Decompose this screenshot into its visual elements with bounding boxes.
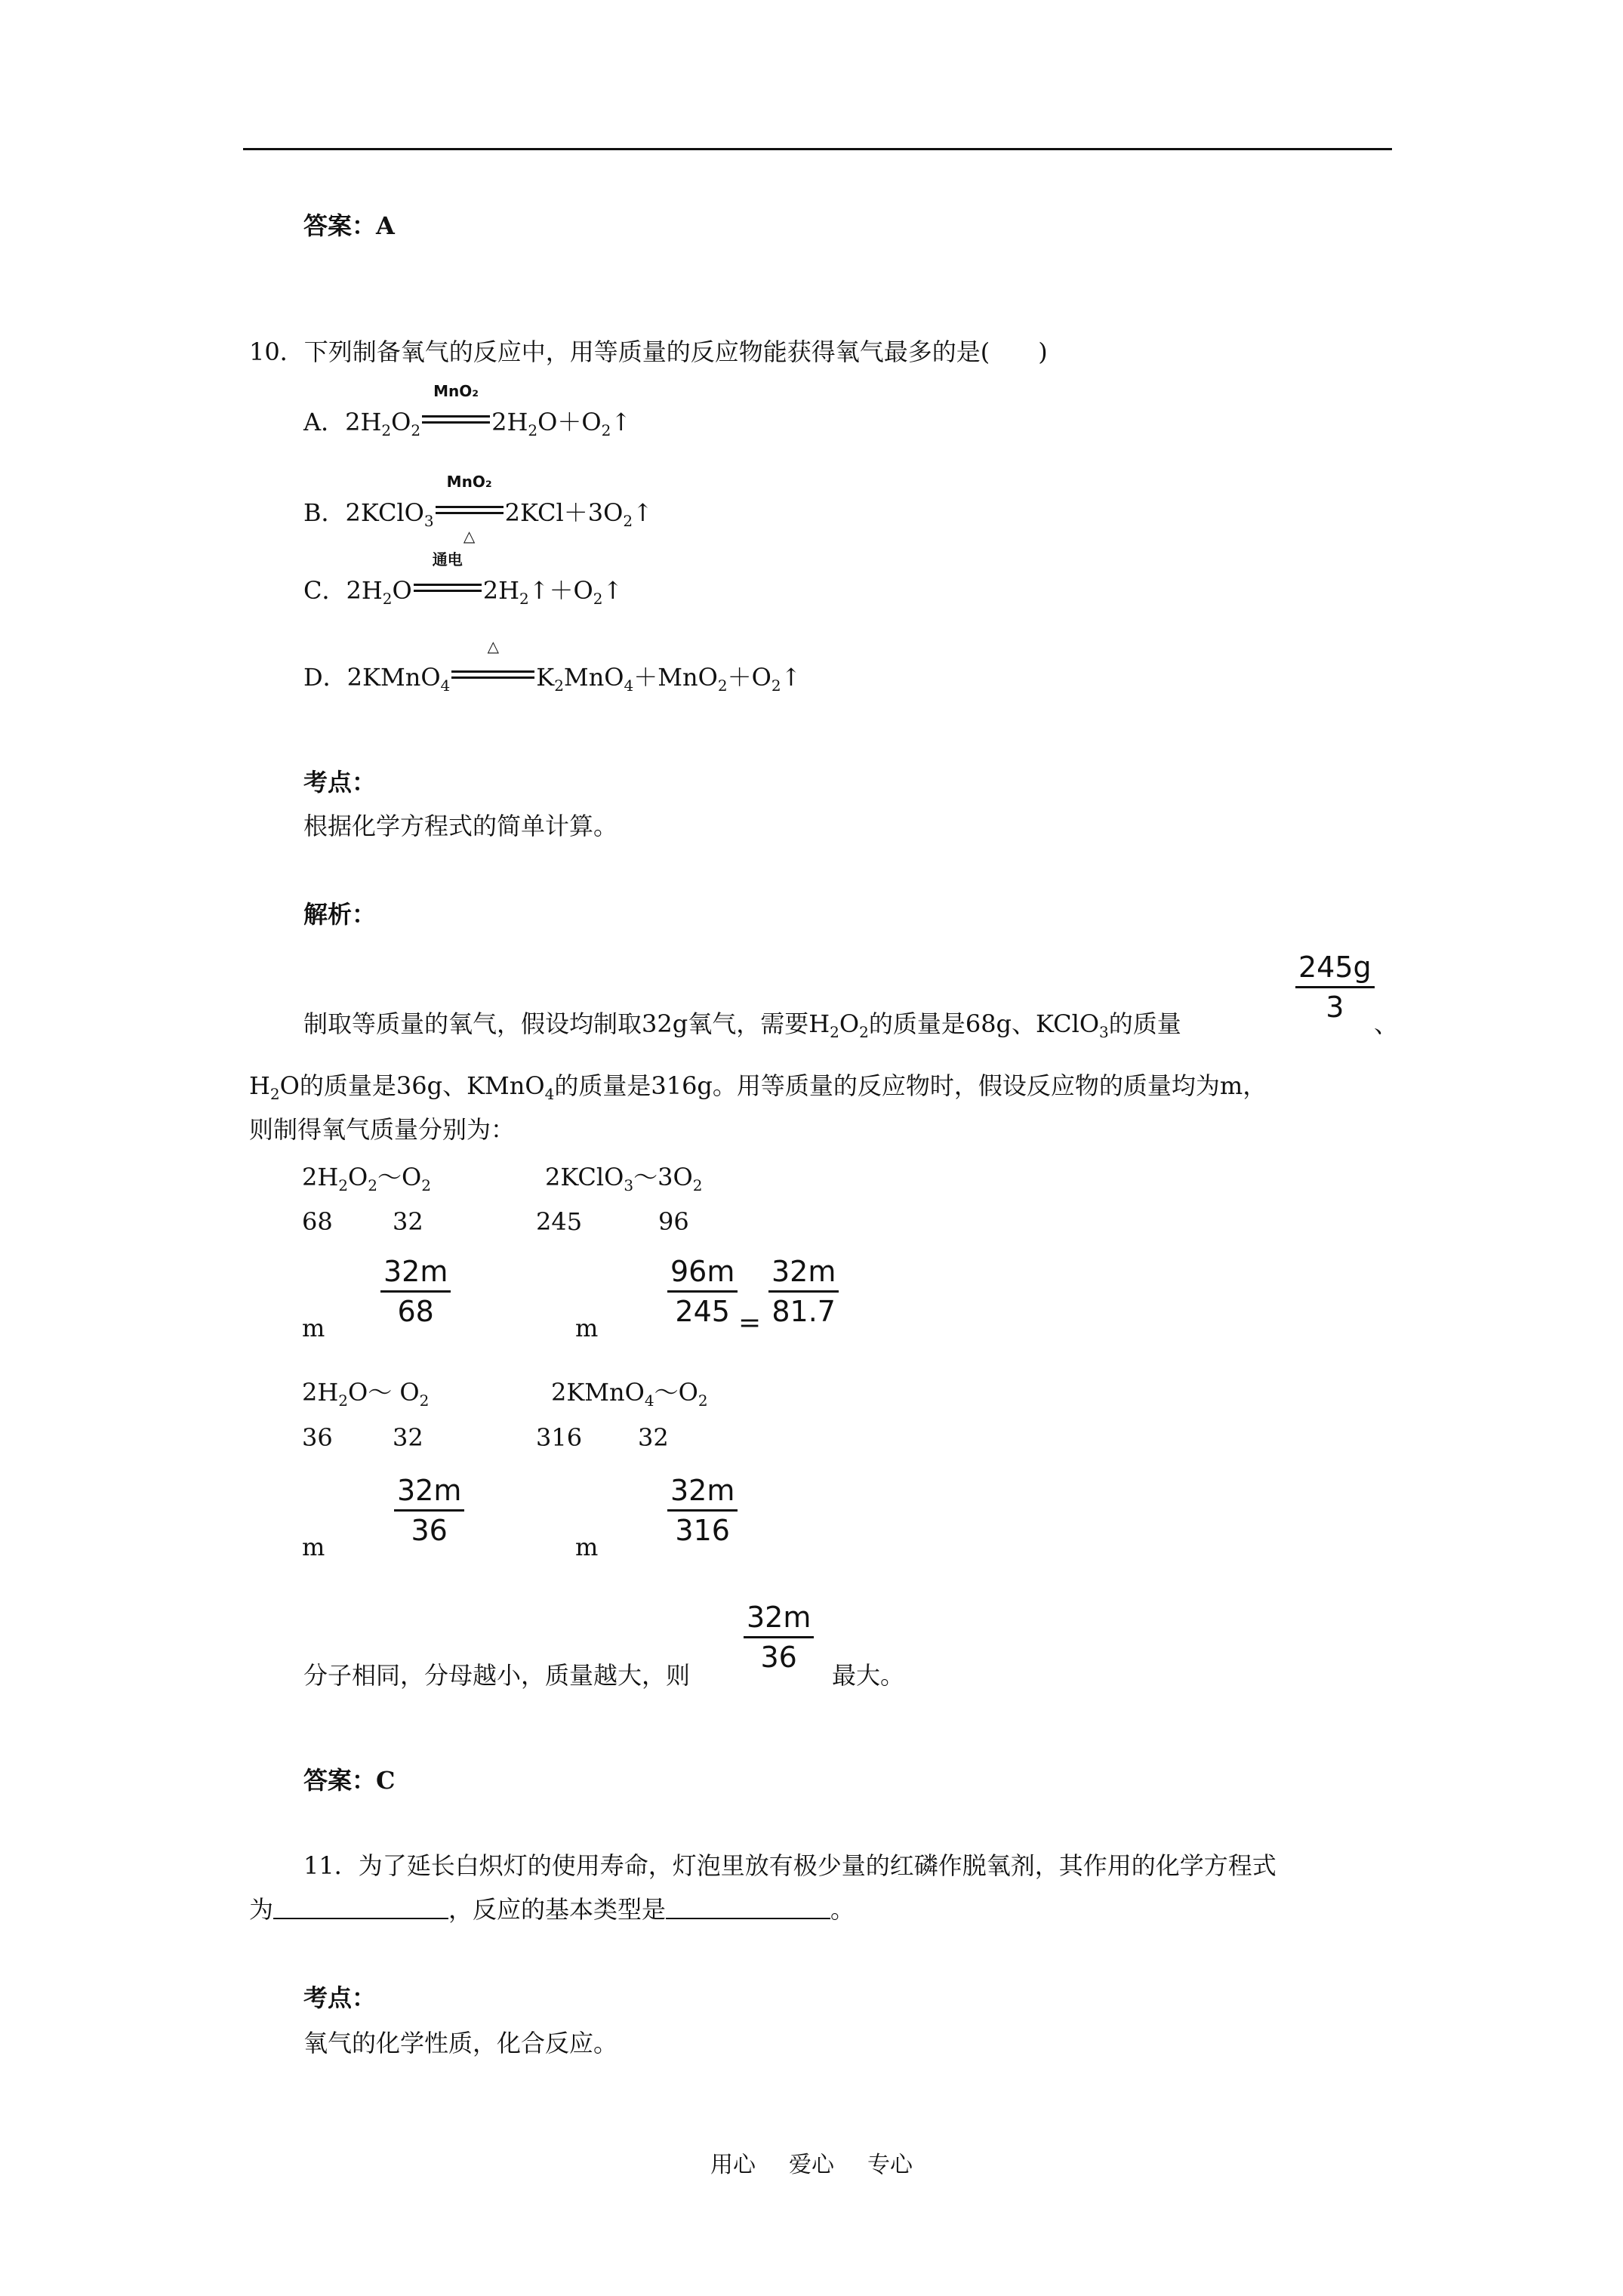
explanation-line-3: 则制得氧气质量分别为： <box>249 1115 516 1144</box>
option-d: D．2KMnO$_4$ △ $K_2MnO_4+MnO_2+O_2↑$ <box>303 637 802 695</box>
footer-c: 专心 <box>867 2152 913 2178</box>
mass-m-4: m <box>575 1533 599 1561</box>
question-11-line-2: 为 ，反应的基本类型是 。 <box>249 1895 855 1924</box>
mass-68: 68 <box>302 1207 333 1236</box>
equal-sign-mno2-heat: MnO₂ △ <box>436 500 504 522</box>
blank-reaction-type[interactable] <box>666 1898 830 1919</box>
question-11-line-1: 11．为了延长白炽灯的使用寿命，灯泡里放有极少量的红磷作脱氧剂，其作用的化学方程式 <box>303 1851 1277 1880</box>
fraction-96m-245: 96m 245 <box>667 1257 738 1326</box>
equal-sign-mno2: MnO₂ <box>422 409 490 432</box>
mass-32: 32 <box>393 1207 423 1236</box>
footer-b: 爱心 <box>789 2152 834 2178</box>
q11-kaodian-label: 考点： <box>303 1983 377 2012</box>
explanation-line-2: $H_2O$的质量是36g、KMnO$_4$的质量是316g。用等质量的反应物时，假设反应物的质量均为m， <box>249 1071 1267 1103</box>
q11-kaodian-text: 氧气的化学性质，化合反应。 <box>303 2029 618 2057</box>
ratio-kclo3: $2KClO_3\sim 3O_2$ <box>545 1163 703 1194</box>
ratio-h2o2: $2H_2O_2\sim O_2$ <box>302 1163 431 1194</box>
footer-a: 用心 <box>710 2152 756 2178</box>
mass-316: 316 <box>536 1423 583 1452</box>
list-separator: 、 <box>1374 1009 1399 1038</box>
mass-96: 96 <box>658 1207 689 1236</box>
conclusion-end: 最大。 <box>832 1661 905 1690</box>
equal-sign-heat: △ <box>451 664 534 687</box>
blank-equation[interactable] <box>273 1898 448 1919</box>
fraction-32m-68: 32m 68 <box>380 1257 451 1326</box>
conclusion-text: 分子相同，分母越小，质量越大，则 <box>303 1661 691 1690</box>
mass-32-b: 32 <box>393 1423 423 1452</box>
mass-245: 245 <box>536 1207 583 1236</box>
ratio-h2o: $2H_2O\sim$ $O_2$ <box>302 1378 430 1410</box>
jiexi-label: 解析： <box>303 900 377 929</box>
fraction-32m-316: 32m 316 <box>667 1476 738 1545</box>
mass-36: 36 <box>302 1423 333 1452</box>
mass-m-2: m <box>575 1314 599 1342</box>
explanation-line-1: 制取等质量的氧气，假设均制取32g氧气，需要$H_2O_2$的质量是68g、KClO$_3$的质量 <box>303 1009 1181 1041</box>
ratio-kmno4: $2KMnO_4\sim O_2$ <box>551 1378 708 1410</box>
prev-answer: 答案：A <box>303 211 395 240</box>
mass-32-c: 32 <box>638 1423 669 1452</box>
mass-m-1: m <box>302 1314 325 1342</box>
fraction-32m-36: 32m 36 <box>394 1476 464 1545</box>
mass-m-3: m <box>302 1533 325 1561</box>
fraction-32m-81-7: 32m 81.7 <box>768 1257 839 1326</box>
kaodian-text: 根据化学方程式的简单计算。 <box>303 812 618 840</box>
question-10-stem: 10．下列制备氧气的反应中，用等质量的反应物能获得氧气最多的是( ) <box>249 337 1048 366</box>
header-rule <box>243 148 1392 150</box>
kaodian-label: 考点： <box>303 768 377 797</box>
option-b: B．2KClO$_3$ MnO₂ △ $2KCl+3O_2↑$ <box>303 473 653 545</box>
option-a: A．$2H_2O_2$ MnO₂ $2H_2O+O_2↑$ <box>303 382 632 439</box>
page-footer <box>0 2146 1623 2179</box>
equal-sign-electric: 通电 <box>414 578 482 600</box>
option-c: C．$2H_2O$ 通电 $2H_2↑+O_2↑$ <box>303 550 624 608</box>
answer-c: 答案：C <box>303 1766 396 1795</box>
equals-sign: = <box>738 1308 762 1339</box>
fraction-32m-36-max: 32m 36 <box>744 1603 814 1672</box>
fraction-245g-3: 245g 3 <box>1295 953 1375 1022</box>
